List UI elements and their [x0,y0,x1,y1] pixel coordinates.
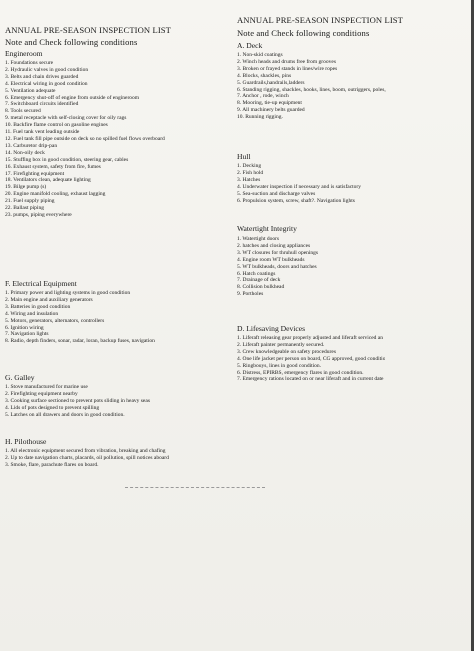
left-title: ANNUAL PRE-SEASON INSPECTION LIST [5,25,172,35]
electrical-item: 4. Wiring and insulation [5,310,59,317]
deck-item: 3. Broken or frayed stands in lines/wire ropes [237,65,338,72]
engineroom-item: 5. Ventilation adequate [5,87,56,94]
watertight-heading: Watertight Integrity [237,224,297,233]
deck-item: 1. Non-skid coatings [237,52,283,58]
galley-item: 4. Lids of pots designed to prevent spilling [5,404,100,411]
electrical-item: 6. Ignition wiring [5,324,44,331]
galley-item: 2. Firefighting equipment nearby [5,390,78,397]
lifesaving-item: 5. Ringbouys, lines in good condition. [237,362,322,369]
pilothouse-heading: H. Pilothouse [5,437,47,446]
galley-item: 1. Stove manufactured for marine use [5,384,88,390]
electrical-item: 1. Primary power and lighting systems in good condition [5,290,131,296]
scan-artifact-line [125,487,265,488]
watertight-item: 1. Watertight doors [237,236,280,242]
galley-list [5,384,150,419]
watertight-item: 9. Portholes [237,291,264,298]
deck-item: 2. Winch heads and drums free from grooves [237,58,336,65]
lifesaving-item: 6. Distress, EPIRBS, emergency flares in good condition. [237,369,364,376]
galley-item: 3. Cooking surface sectioned to prevent pots sliding in heavy seas [5,397,150,404]
hull-item: 6. Propulsion system, screw, shaft?. Navigation lights [237,197,355,204]
galley-heading: G. Galley [5,373,35,382]
lifesaving-item: 4. One life jacket per person on board, CG approved, good conditio [237,355,386,362]
lifesaving-item: 3. Crew knowledgeable on safety procedures [237,348,336,355]
engineroom-item: 6. Emergency shut-off of engine from outside of engineroom [5,94,140,101]
deck-item: 8. Mooring, tie-up equipment [237,100,302,107]
engineroom-item: 17. Firefighting equipment [5,170,65,177]
hull-item: 1. Decking [237,163,262,169]
deck-item: 6. Standing rigging, shackles, hooks, lines, boom, outriggers, poles, [237,86,386,93]
hull-item: 2. Fish hold [237,169,264,176]
right-subtitle: Note and Check following conditions [237,28,370,38]
galley-item: 5. Latches on all drawers and doors in good condition. [5,411,125,418]
right-title: ANNUAL PRE-SEASON INSPECTION LIST [237,15,404,25]
electrical-heading: F. Electrical Equipment [5,279,77,288]
deck-item: 5. Guardrails,handrails,ladders [237,79,305,86]
engineroom-item: 19. Bilge pump (s) [5,184,47,191]
electrical-item: 8. Radio, depth finders, sonar, radar, loran, backup fuses, navigation [5,338,155,345]
watertight-item: 4. Engine room WT bulkheads [237,256,305,263]
lifesaving-item: 1. Liferaft releasing gear properly adjusted and liferaft serviced an [237,335,383,341]
electrical-item: 3. Batteries in good condition [5,303,71,310]
deck-item: 9. All machinery belts guarded [237,107,305,114]
deck-item: 4. Blocks, shackles, pins [237,72,292,79]
hull-item: 3. Hatches [237,176,261,183]
engineroom-item: 4. Electrical wiring in good condition [5,80,88,87]
deck-heading: A. Deck [237,41,263,50]
electrical-list [5,290,155,345]
lifesaving-item: 7. Emergency rations located on or near liferaft and in current date [237,376,384,383]
engineroom-list [5,60,165,219]
engineroom-heading: Engineroom [5,49,43,58]
engineroom-item: 18. Ventilators clean, adequate lighting [5,177,91,184]
deck-list [237,52,386,121]
engineroom-item: 15. Stuffing box in good condition, steering gear, cables [5,156,129,163]
engineroom-item: 20. Engine manifold cooling, exhaust lagging [5,191,106,198]
deck-item: 10. Running rigging. [237,114,283,121]
hull-heading: Hull [237,152,251,161]
pilothouse-list [5,448,169,469]
engineroom-item: 1. Foundations secure [5,60,54,66]
lifesaving-heading: D. Lifesaving Devices [237,324,306,333]
engineroom-item: 14. Non-oily deck [5,149,45,156]
watertight-item: 3. WT closures for thruhull openings [237,249,319,256]
hull-item: 4. Underwater inspection if necessary and is satisfactory [237,183,362,190]
hull-list [237,163,361,204]
engineroom-item: 23. pumps, piping everywhere [5,211,72,218]
hull-item: 5. Sea-suction and discharge valves [237,190,316,197]
watertight-item: 7. Drainage of deck [237,277,281,284]
deck-item: 7. Anchor , rode, winch [237,93,289,100]
watertight-item: 6. Hatch coatings [237,270,276,277]
engineroom-item: 22. Ballast piping [5,205,44,212]
watertight-list [237,236,318,298]
lifesaving-list [237,335,385,383]
electrical-item: 5. Motors, generators, alternators, controllers [5,317,105,324]
engineroom-item: 11. Fuel tank vent leading outside [5,129,80,136]
engineroom-item: 10. Backfire flame control on gasoline engines [5,122,108,129]
left-subtitle: Note and Check following conditions [5,37,138,47]
engineroom-item: 2. Hydraulic valves in good condition [5,66,89,73]
engineroom-item: 9. metal receptacle with self-closing cover for oily rags [5,115,127,122]
engineroom-item: 21. Fuel supply piping [5,198,55,205]
engineroom-item: 16. Exhaust system, safety from fire, fumes [5,163,101,170]
electrical-item: 2. Main engine and auxiliary generators [5,296,93,303]
pilothouse-item: 1. All electronic equipment secured from vibration, breaking and chafing [5,448,166,454]
watertight-item: 2. hatches and closing appliances [237,242,311,249]
engineroom-item: 13. Carburetor drip-pan [5,142,58,149]
engineroom-item: 12. Fuel tank fill pipe outside on deck so no spilled fuel flows overboard [5,135,165,142]
electrical-item: 7. Navigation lights [5,331,49,338]
engineroom-item: 7. Switchboard circuits identified [5,101,79,108]
engineroom-item: 8. Tools secured [5,108,41,115]
pilothouse-item: 3. Smoke, flare, parachute flares on board. [5,461,99,468]
pilothouse-item: 2. Up to date navigation charts, placards, oil pollution, spill notices aboard [5,454,169,461]
engineroom-item: 3. Belts and chain drives guarded [5,73,79,80]
watertight-item: 5. WT bulkheads, doors and hatches [237,263,317,270]
lifesaving-item: 2. Liferaft painter permanently secured. [237,341,325,348]
watertight-item: 8. Collision bulkhead [237,284,285,291]
